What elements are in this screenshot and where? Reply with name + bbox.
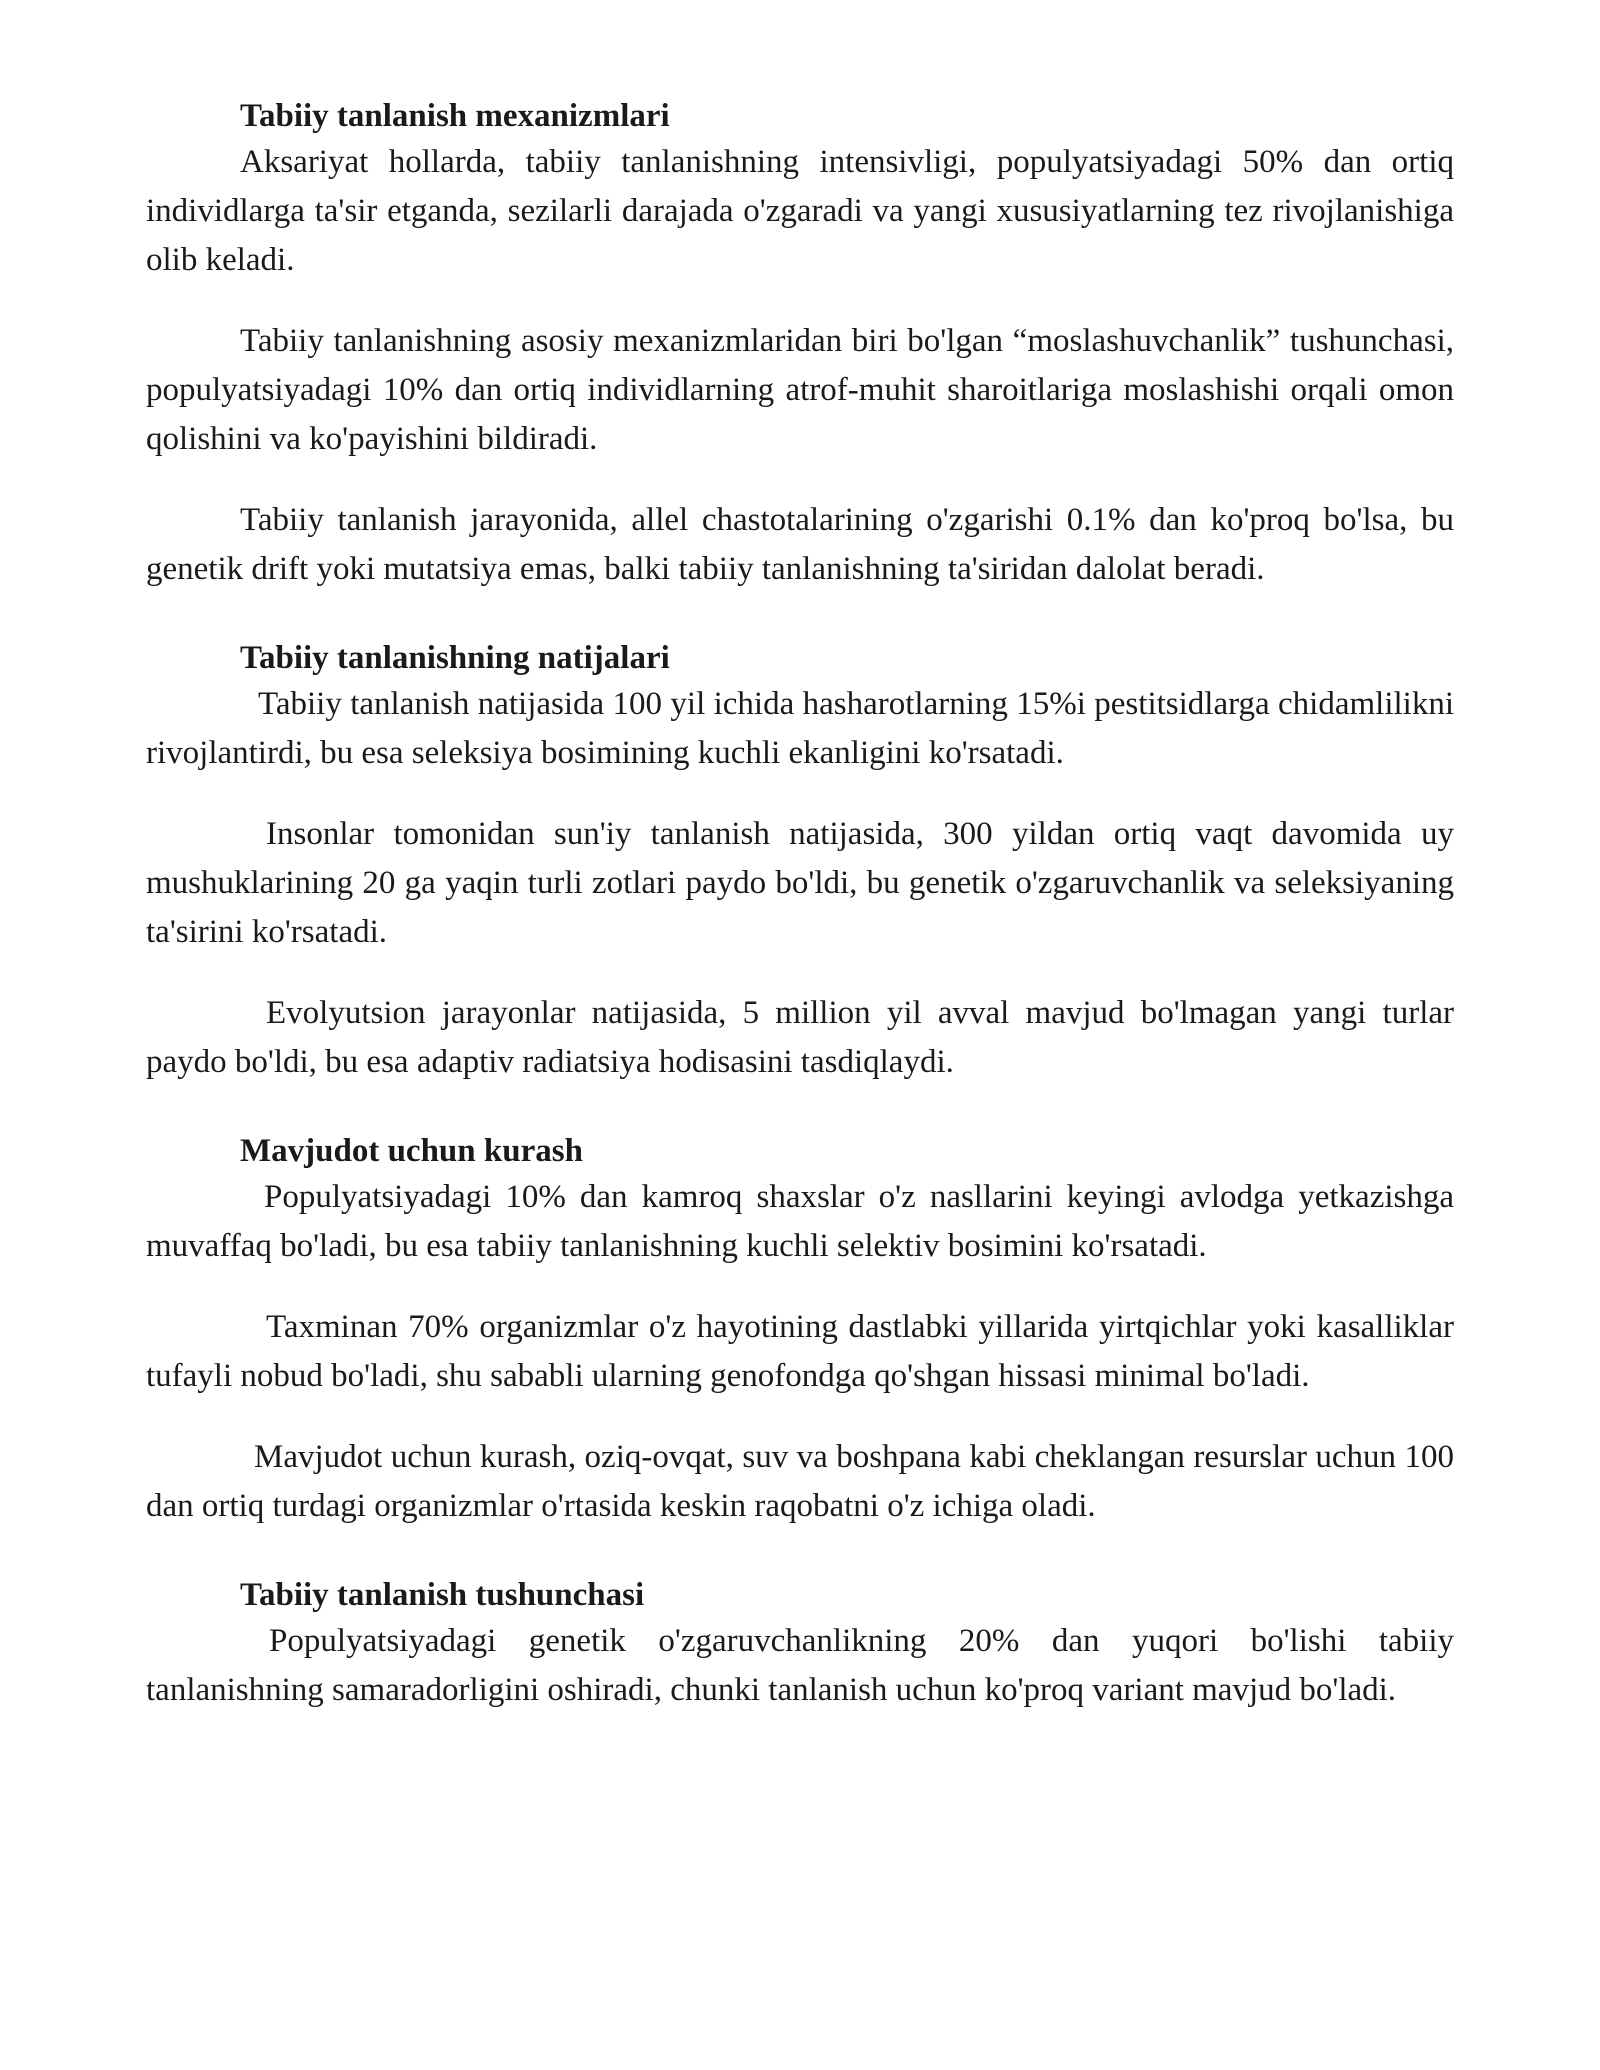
paragraph: Populyatsiyadagi genetik o'zgaruvchanlikning 20% dan yuqori bo'lishi tabiiy tanlanishning samaradorligini oshiradi, chunki tanlanish uchun ko'proq variant mavjud bo'ladi. — [146, 1623, 1454, 1708]
paragraph: Insonlar tomonidan sun'iy tanlanish natijasida, 300 yildan ortiq vaqt davomida uy mushuklarining 20 ga yaqin turli zotlari paydo bo'ldi, bu genetik o'zgaruvchanlik va seleksiyaning ta'sirini ko'rsatadi. — [146, 816, 1454, 950]
paragraph: Tabiiy tanlanish natijasida 100 yil ichida hasharotlarning 15%i pestitsidlarga chidamlilikni rivojlantirdi, bu esa seleksiya bosimining kuchli ekanligini ko'rsatadi. — [146, 686, 1454, 771]
paragraph: Mavjudot uchun kurash, oziq-ovqat, suv va boshpana kabi cheklangan resurslar uchun 100 dan ortiq turdagi organizmlar o'rtasida keskin raqobatni o'z ichiga oladi. — [146, 1439, 1454, 1524]
paragraph: Populyatsiyadagi 10% dan kamroq shaxslar o'z nasllarini keyingi avlodga yetkazishga muvaffaq bo'ladi, bu esa tabiiy tanlanishning kuchli selektiv bosimini ko'rsatadi. — [146, 1179, 1454, 1264]
section-heading: Mavjudot uchun kurash — [240, 1133, 583, 1169]
document-page — [146, 94, 1454, 1715]
paragraph: Evolyutsion jarayonlar natijasida, 5 million yil avval mavjud bo'lmagan yangi turlar paydo bo'ldi, bu esa adaptiv radiatsiya hodisasini tasdiqlaydi. — [146, 995, 1454, 1080]
paragraph: Tabiiy tanlanishning asosiy mexanizmlaridan biri bo'lgan “moslashuvchanlik” tushunchasi, populyatsiyadagi 10% dan ortiq individlarning atrof-muhit sharoitlariga moslashishi orqali omon qolishini va ko'payishini bildiradi. — [146, 323, 1454, 457]
paragraph: Taxminan 70% organizmlar o'z hayotining dastlabki yillarida yirtqichlar yoki kasalliklar tufayli nobud bo'ladi, shu sababli ularning genofondga qo'shgan hissasi minimal bo'ladi. — [146, 1309, 1454, 1394]
paragraph: Aksariyat hollarda, tabiiy tanlanishning intensivligi, populyatsiyadagi 50% dan ortiq individlarga ta'sir etganda, sezilarli darajada o'zgaradi va yangi xususiyatlarning tez rivojlanishiga olib keladi. — [146, 144, 1454, 278]
section-heading: Tabiiy tanlanish tushunchasi — [240, 1577, 645, 1613]
section-heading: Tabiiy tanlanish mexanizmlari — [240, 98, 670, 134]
paragraph: Tabiiy tanlanish jarayonida, allel chastotalarining o'zgarishi 0.1% dan ko'proq bo'lsa, bu genetik drift yoki mutatsiya emas, balki tabiiy tanlanishning ta'siridan dalolat beradi. — [146, 502, 1454, 587]
section-heading: Tabiiy tanlanishning natijalari — [240, 640, 670, 676]
